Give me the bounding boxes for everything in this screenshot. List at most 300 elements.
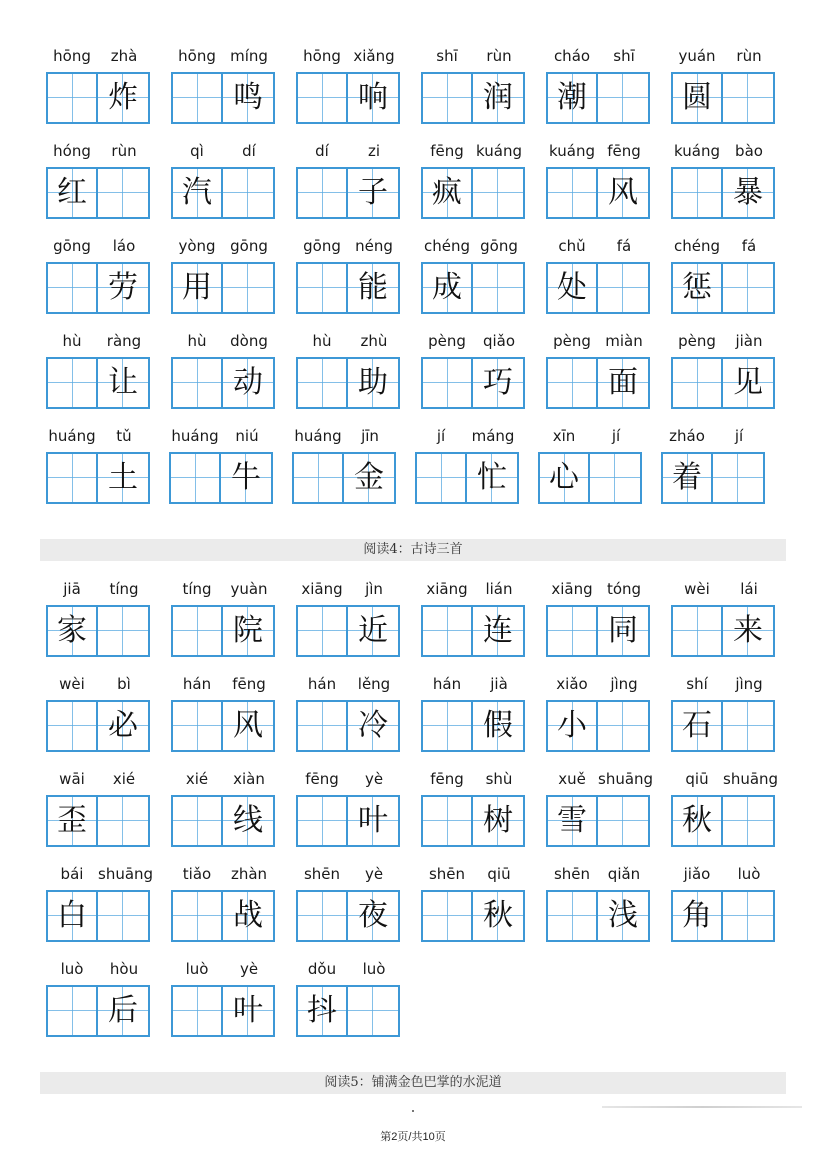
- pinyin-syllable: miàn: [605, 332, 643, 350]
- pinyin-row: [171, 958, 275, 980]
- vocab-word: [546, 863, 650, 933]
- vocab-word: [296, 958, 400, 1028]
- grid-cell-filled: [98, 264, 148, 312]
- hanzi-character: 助: [358, 365, 388, 400]
- pinyin-syllable: hóng: [53, 142, 91, 160]
- hanzi-character: 响: [358, 80, 388, 115]
- grid-cell-blank[interactable]: [48, 987, 98, 1035]
- vocab-word: [46, 45, 150, 115]
- vocab-word: [421, 863, 525, 933]
- pinyin-syllable: zhù: [360, 332, 388, 350]
- pinyin-row: [46, 578, 150, 600]
- vocab-word: [421, 235, 525, 305]
- grid-cell-blank[interactable]: [548, 607, 598, 655]
- grid-cell-filled: [673, 892, 723, 940]
- pinyin-row: [46, 45, 150, 67]
- pinyin-syllable: fēng: [232, 675, 266, 693]
- pinyin-syllable: shuāng: [723, 770, 779, 788]
- hanzi-character: 炸: [108, 80, 138, 115]
- pinyin-syllable: fēng: [430, 142, 464, 160]
- pinyin-syllable: qiū: [487, 865, 511, 883]
- pinyin-syllable: xié: [185, 770, 209, 788]
- pinyin-syllable: xiāng: [301, 580, 343, 598]
- grid-cell-blank[interactable]: [48, 702, 98, 750]
- pinyin-row: [46, 235, 150, 257]
- pinyin-syllable: shù: [485, 770, 513, 788]
- tian-grid: [292, 452, 396, 504]
- grid-cell-blank[interactable]: [298, 702, 348, 750]
- grid-cell-blank[interactable]: [294, 454, 344, 502]
- vocab-word: [296, 863, 400, 933]
- grid-cell-filled: [473, 797, 523, 845]
- pinyin-syllable: hōng: [178, 47, 216, 65]
- pinyin-syllable: shuāng: [598, 770, 654, 788]
- grid-cell-blank[interactable]: [98, 797, 148, 845]
- pinyin-row: [296, 863, 400, 885]
- pinyin-syllable: wèi: [59, 675, 85, 693]
- pinyin-syllable: yè: [364, 770, 384, 788]
- tian-grid: [46, 985, 150, 1037]
- grid-cell-blank[interactable]: [173, 987, 223, 1035]
- grid-cell-blank[interactable]: [473, 169, 523, 217]
- grid-cell-filled: [48, 797, 98, 845]
- pinyin-row: [171, 578, 275, 600]
- vocab-word: [421, 673, 525, 743]
- pinyin-row: [421, 45, 525, 67]
- grid-cell-blank[interactable]: [598, 702, 648, 750]
- pinyin-row: [46, 863, 154, 885]
- pinyin-syllable: shēn: [303, 865, 341, 883]
- pinyin-syllable: hòu: [109, 960, 139, 978]
- pinyin-syllable: chǔ: [558, 237, 586, 255]
- vocab-word: [661, 425, 765, 495]
- tian-grid: [661, 452, 765, 504]
- vocab-word: [46, 330, 150, 400]
- pinyin-syllable: jìng: [735, 675, 763, 693]
- grid-cell-blank[interactable]: [598, 264, 648, 312]
- hanzi-character: 秋: [682, 803, 712, 838]
- pinyin-syllable: xīn: [552, 427, 576, 445]
- vocab-word: [296, 140, 400, 210]
- hanzi-character: 心: [549, 460, 579, 495]
- tian-grid: [671, 605, 775, 657]
- vocab-word: [46, 235, 150, 305]
- hanzi-character: 抖: [307, 993, 337, 1028]
- pinyin-syllable: láo: [112, 237, 136, 255]
- pinyin-syllable: yè: [364, 865, 384, 883]
- vocab-word: [171, 140, 275, 210]
- pinyin-syllable: yè: [239, 960, 259, 978]
- section-banner-reading-4: 阅读4：古诗三首: [40, 539, 786, 561]
- grid-cell-blank[interactable]: [423, 892, 473, 940]
- grid-cell-blank[interactable]: [673, 359, 723, 407]
- pinyin-syllable: qiǎo: [482, 332, 516, 350]
- tian-grid: [671, 700, 775, 752]
- pinyin-syllable: luò: [60, 960, 84, 978]
- vocab-word: [538, 425, 642, 495]
- pinyin-row: [171, 140, 275, 162]
- grid-cell-filled: [223, 74, 273, 122]
- pinyin-syllable: hán: [182, 675, 212, 693]
- pinyin-row: [171, 45, 275, 67]
- grid-cell-blank[interactable]: [173, 74, 223, 122]
- pinyin-row: [46, 425, 150, 447]
- grid-cell-blank[interactable]: [473, 264, 523, 312]
- grid-cell-blank[interactable]: [423, 702, 473, 750]
- grid-cell-blank[interactable]: [298, 264, 348, 312]
- hanzi-character: 叶: [358, 803, 388, 838]
- hanzi-character: 红: [57, 175, 87, 210]
- pinyin-syllable: niú: [235, 427, 259, 445]
- pinyin-syllable: pèng: [553, 332, 591, 350]
- vocab-word: [421, 768, 525, 838]
- pinyin-row: [421, 140, 525, 162]
- hanzi-character: 风: [608, 175, 638, 210]
- tian-grid: [171, 262, 275, 314]
- grid-cell-filled: [348, 702, 398, 750]
- pinyin-syllable: jià: [490, 675, 508, 693]
- grid-cell-blank[interactable]: [423, 359, 473, 407]
- grid-cell-blank[interactable]: [98, 892, 148, 940]
- grid-cell-filled: [98, 987, 148, 1035]
- pinyin-row: [171, 673, 275, 695]
- pinyin-syllable: shī: [613, 47, 635, 65]
- tian-grid: [46, 262, 150, 314]
- grid-cell-blank[interactable]: [173, 702, 223, 750]
- grid-cell-blank[interactable]: [298, 169, 348, 217]
- tian-grid: [421, 357, 525, 409]
- grid-cell-blank[interactable]: [598, 797, 648, 845]
- pinyin-row: [538, 425, 642, 447]
- pinyin-syllable: hán: [307, 675, 337, 693]
- pinyin-syllable: shēn: [428, 865, 466, 883]
- tian-grid: [421, 890, 525, 942]
- pinyin-syllable: hōng: [303, 47, 341, 65]
- pinyin-syllable: shí: [686, 675, 708, 693]
- vocab-word: [671, 578, 775, 648]
- pinyin-syllable: máng: [471, 427, 515, 445]
- pinyin-syllable: kuáng: [674, 142, 720, 160]
- grid-cell-blank[interactable]: [723, 702, 773, 750]
- pinyin-row: [296, 578, 400, 600]
- hanzi-character: 树: [483, 803, 513, 838]
- grid-cell-filled: [48, 169, 98, 217]
- tian-grid: [296, 357, 400, 409]
- vocab-word: [46, 958, 150, 1028]
- pinyin-row: [546, 140, 650, 162]
- grid-cell-blank[interactable]: [673, 607, 723, 655]
- vocab-word: [421, 330, 525, 400]
- pinyin-syllable: zhà: [110, 47, 138, 65]
- grid-cell-blank[interactable]: [298, 892, 348, 940]
- pinyin-syllable: fá: [616, 237, 632, 255]
- grid-cell-blank[interactable]: [348, 987, 398, 1035]
- vocab-word: [296, 578, 400, 648]
- vocab-word: [671, 863, 775, 933]
- vocab-word: [296, 45, 400, 115]
- hanzi-character: 让: [108, 365, 138, 400]
- pinyin-syllable: tíng: [182, 580, 212, 598]
- pinyin-syllable: gōng: [303, 237, 341, 255]
- pinyin-syllable: chéng: [423, 237, 470, 255]
- grid-cell-filled: [423, 169, 473, 217]
- grid-cell-blank[interactable]: [673, 169, 723, 217]
- pinyin-syllable: tiǎo: [182, 865, 212, 883]
- grid-cell-blank[interactable]: [298, 74, 348, 122]
- grid-cell-filled: [173, 169, 223, 217]
- pinyin-syllable: jí: [611, 427, 621, 445]
- tian-grid: [296, 795, 400, 847]
- grid-cell-filled: [473, 74, 523, 122]
- grid-cell-filled: [348, 892, 398, 940]
- vocab-word: [171, 958, 275, 1028]
- tian-grid: [671, 357, 775, 409]
- pinyin-syllable: luò: [362, 960, 386, 978]
- decorative-divider: [602, 1106, 802, 1108]
- hanzi-character: 能: [358, 270, 388, 305]
- pinyin-syllable: zi: [367, 142, 381, 160]
- vocab-word: [546, 330, 650, 400]
- grid-cell-blank[interactable]: [173, 797, 223, 845]
- grid-cell-blank[interactable]: [223, 264, 273, 312]
- grid-cell-filled: [673, 797, 723, 845]
- pinyin-row: [292, 425, 396, 447]
- tian-grid: [46, 167, 150, 219]
- pinyin-row: [546, 578, 650, 600]
- tian-grid: [671, 795, 775, 847]
- pinyin-syllable: zháo: [669, 427, 705, 445]
- tian-grid: [46, 700, 150, 752]
- pinyin-syllable: hōng: [53, 47, 91, 65]
- hanzi-character: 暴: [733, 175, 763, 210]
- pinyin-syllable: míng: [230, 47, 268, 65]
- tian-grid: [171, 795, 275, 847]
- grid-cell-blank[interactable]: [298, 359, 348, 407]
- grid-cell-filled: [673, 702, 723, 750]
- pinyin-row: [546, 673, 650, 695]
- grid-cell-blank[interactable]: [48, 454, 98, 502]
- grid-cell-filled: [723, 169, 773, 217]
- grid-cell-blank[interactable]: [548, 359, 598, 407]
- grid-cell-blank[interactable]: [48, 264, 98, 312]
- vocab-word: [421, 140, 525, 210]
- hanzi-character: 面: [608, 365, 638, 400]
- grid-cell-filled: [548, 74, 598, 122]
- tian-grid: [538, 452, 642, 504]
- pinyin-syllable: shēn: [553, 865, 591, 883]
- grid-cell-filled: [598, 892, 648, 940]
- tian-grid: [546, 890, 650, 942]
- grid-cell-filled: [663, 454, 713, 502]
- hanzi-character: 惩: [682, 270, 712, 305]
- page-footer: 第2页/共10页: [380, 1131, 446, 1143]
- vocab-word: [46, 578, 150, 648]
- grid-cell-blank[interactable]: [48, 359, 98, 407]
- grid-cell-filled: [548, 264, 598, 312]
- pinyin-row: [46, 768, 150, 790]
- grid-cell-blank[interactable]: [723, 797, 773, 845]
- pinyin-row: [46, 673, 150, 695]
- hanzi-character: 处: [557, 270, 587, 305]
- tian-grid: [421, 605, 525, 657]
- pinyin-row: [671, 140, 775, 162]
- pinyin-row: [671, 235, 775, 257]
- hanzi-character: 着: [672, 460, 702, 495]
- vocab-word: [171, 863, 275, 933]
- grid-cell-blank[interactable]: [223, 169, 273, 217]
- grid-cell-blank[interactable]: [723, 74, 773, 122]
- pinyin-syllable: qiū: [685, 770, 709, 788]
- hanzi-character: 风: [233, 708, 263, 743]
- grid-cell-filled: [723, 607, 773, 655]
- vocab-word: [671, 45, 775, 115]
- grid-cell-filled: [473, 359, 523, 407]
- pinyin-syllable: dòng: [230, 332, 268, 350]
- pinyin-syllable: luò: [185, 960, 209, 978]
- grid-cell-filled: [98, 359, 148, 407]
- grid-cell-filled: [598, 169, 648, 217]
- grid-cell-blank[interactable]: [548, 892, 598, 940]
- hanzi-character: 忙: [477, 460, 507, 495]
- hanzi-character: 白: [57, 898, 87, 933]
- grid-cell-blank[interactable]: [723, 892, 773, 940]
- vocab-word: [421, 45, 525, 115]
- grid-cell-blank[interactable]: [173, 607, 223, 655]
- pinyin-row: [546, 235, 650, 257]
- hanzi-character: 同: [608, 613, 638, 648]
- pinyin-syllable: jí: [734, 427, 744, 445]
- pinyin-row: [546, 863, 650, 885]
- grid-cell-filled: [223, 797, 273, 845]
- hanzi-character: 巧: [483, 365, 513, 400]
- pinyin-row: [296, 673, 400, 695]
- grid-cell-blank[interactable]: [98, 169, 148, 217]
- grid-cell-blank[interactable]: [598, 74, 648, 122]
- tian-grid: [546, 357, 650, 409]
- pinyin-syllable: pèng: [678, 332, 716, 350]
- hanzi-character: 劳: [108, 270, 138, 305]
- pinyin-syllable: luò: [737, 865, 761, 883]
- pinyin-row: [296, 45, 400, 67]
- tian-grid: [546, 795, 650, 847]
- hanzi-character: 小: [557, 708, 587, 743]
- pinyin-row: [171, 330, 275, 352]
- grid-cell-blank[interactable]: [723, 264, 773, 312]
- grid-cell-blank[interactable]: [423, 607, 473, 655]
- vocab-word: [292, 425, 396, 495]
- grid-cell-filled: [548, 702, 598, 750]
- grid-cell-filled: [423, 264, 473, 312]
- grid-cell-blank[interactable]: [173, 359, 223, 407]
- pinyin-syllable: qì: [190, 142, 204, 160]
- grid-cell-filled: [344, 454, 394, 502]
- tian-grid: [46, 890, 150, 942]
- grid-cell-filled: [473, 702, 523, 750]
- vocab-word: [546, 235, 650, 305]
- vocab-word: [546, 45, 650, 115]
- grid-cell-blank[interactable]: [48, 74, 98, 122]
- tian-grid: [171, 605, 275, 657]
- grid-cell-blank[interactable]: [298, 607, 348, 655]
- tian-grid: [296, 72, 400, 124]
- pinyin-row: [296, 958, 400, 980]
- pinyin-syllable: pèng: [428, 332, 466, 350]
- grid-cell-filled: [348, 607, 398, 655]
- pinyin-syllable: hán: [432, 675, 462, 693]
- hanzi-character: 假: [483, 708, 513, 743]
- tian-grid: [296, 605, 400, 657]
- hanzi-character: 润: [483, 80, 513, 115]
- grid-cell-blank[interactable]: [298, 797, 348, 845]
- grid-cell-filled: [223, 607, 273, 655]
- hanzi-character: 后: [108, 993, 138, 1028]
- hanzi-character: 角: [682, 898, 712, 933]
- pinyin-row: [671, 863, 775, 885]
- tian-grid: [171, 357, 275, 409]
- grid-cell-filled: [348, 169, 398, 217]
- hanzi-character: 叶: [233, 993, 263, 1028]
- vocab-word: [46, 768, 150, 838]
- pinyin-syllable: jiǎo: [683, 865, 711, 883]
- tian-grid: [296, 985, 400, 1037]
- grid-cell-blank[interactable]: [548, 169, 598, 217]
- grid-cell-blank[interactable]: [423, 797, 473, 845]
- grid-cell-blank[interactable]: [173, 892, 223, 940]
- hanzi-character: 牛: [231, 460, 261, 495]
- pinyin-syllable: shī: [436, 47, 458, 65]
- hanzi-character: 秋: [483, 898, 513, 933]
- pinyin-syllable: yuán: [678, 47, 716, 65]
- grid-cell-blank[interactable]: [98, 607, 148, 655]
- tian-grid: [296, 700, 400, 752]
- grid-cell-filled: [348, 797, 398, 845]
- hanzi-character: 动: [233, 365, 263, 400]
- pinyin-row: [296, 235, 400, 257]
- pinyin-row: [671, 673, 775, 695]
- pinyin-syllable: wāi: [59, 770, 85, 788]
- grid-cell-blank[interactable]: [423, 74, 473, 122]
- vocab-word: [546, 140, 650, 210]
- pinyin-syllable: jìng: [610, 675, 638, 693]
- grid-cell-blank[interactable]: [590, 454, 640, 502]
- pinyin-row: [546, 768, 654, 790]
- grid-cell-filled: [473, 892, 523, 940]
- hanzi-character: 雪: [557, 803, 587, 838]
- tian-grid: [296, 167, 400, 219]
- hanzi-character: 战: [233, 898, 263, 933]
- grid-cell-blank[interactable]: [171, 454, 221, 502]
- grid-cell-filled: [223, 359, 273, 407]
- hanzi-character: 近: [358, 613, 388, 648]
- pinyin-row: [46, 140, 150, 162]
- tian-grid: [171, 700, 275, 752]
- grid-cell-blank[interactable]: [417, 454, 467, 502]
- tian-grid: [171, 167, 275, 219]
- pinyin-syllable: fēng: [607, 142, 641, 160]
- vocab-word: [171, 45, 275, 115]
- vocab-word: [671, 673, 775, 743]
- hanzi-character: 夜: [358, 898, 388, 933]
- grid-cell-filled: [673, 74, 723, 122]
- vocab-word: [296, 330, 400, 400]
- grid-cell-filled: [598, 359, 648, 407]
- pinyin-syllable: huáng: [48, 427, 96, 445]
- pinyin-syllable: gōng: [53, 237, 91, 255]
- grid-cell-blank[interactable]: [713, 454, 763, 502]
- pinyin-syllable: gōng: [230, 237, 268, 255]
- pinyin-syllable: hù: [62, 332, 82, 350]
- pinyin-syllable: xuě: [558, 770, 586, 788]
